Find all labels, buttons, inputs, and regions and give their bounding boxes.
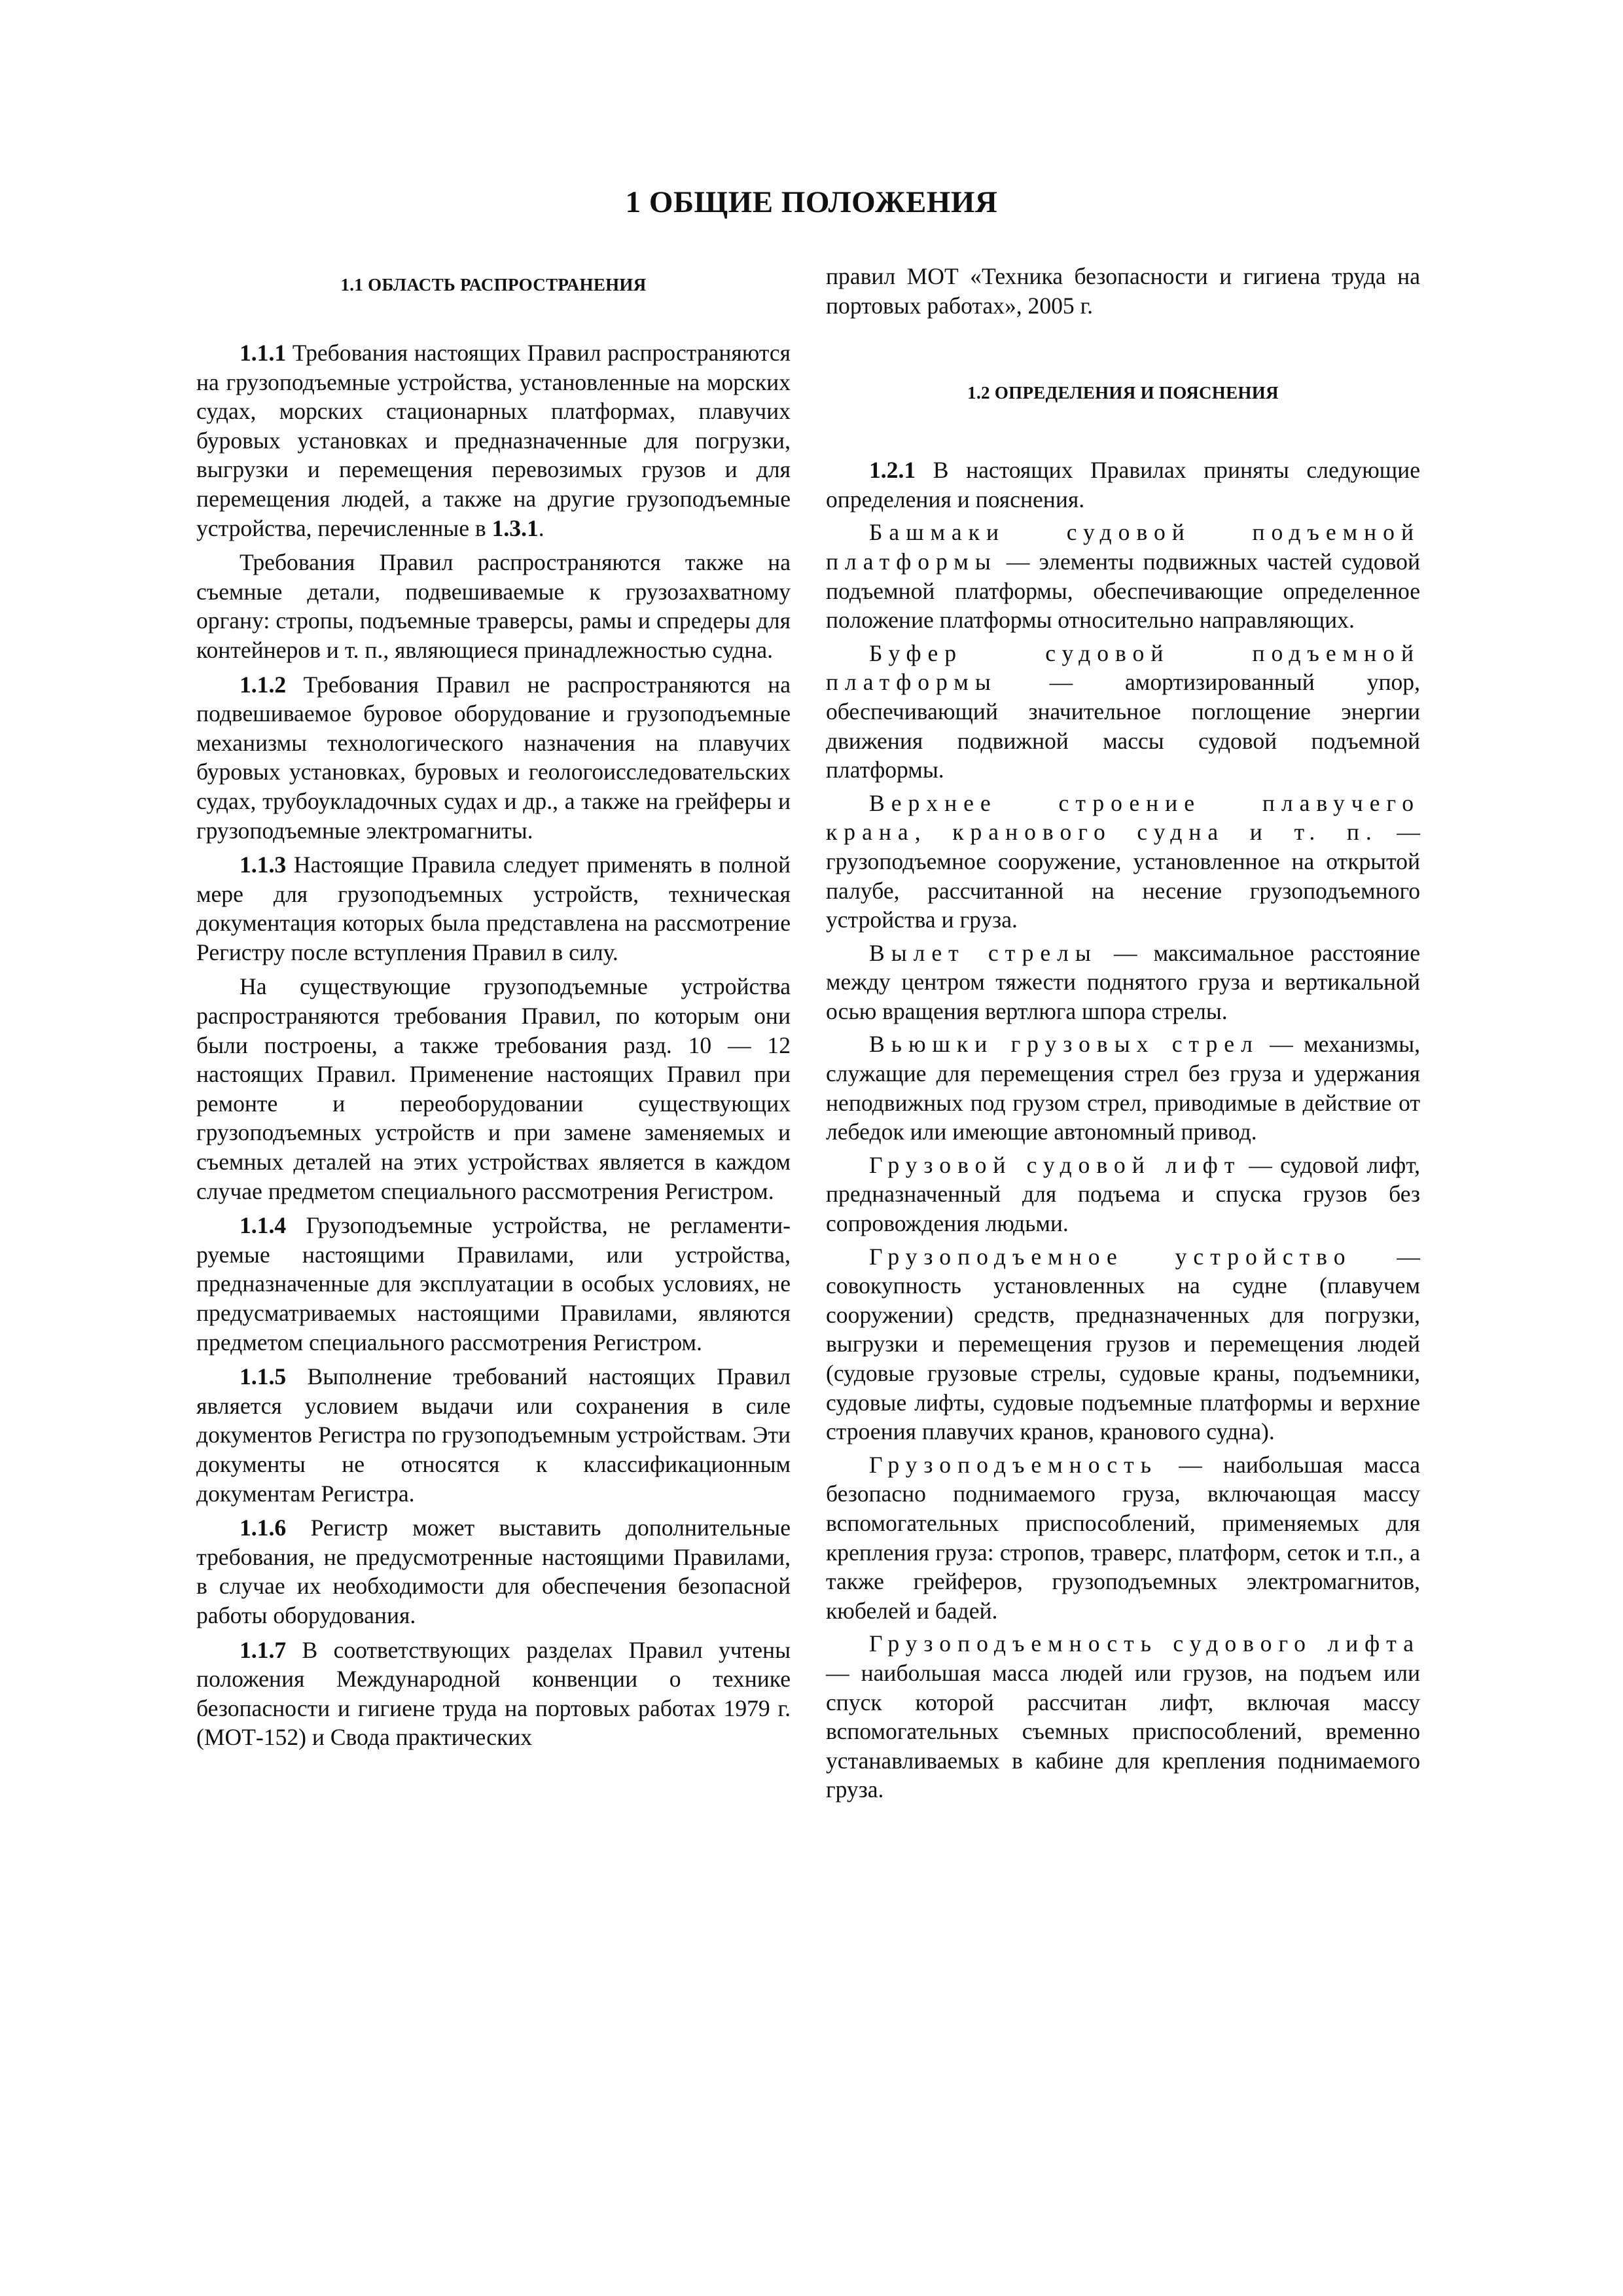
definition-item (826, 639, 1420, 785)
definition-term: Верхнее строение плавучего крана, кранового судна и т. п. (826, 789, 1420, 846)
clause-text: Регистр может выставить дополнительные требования, не предусмотренные настоящими Правилами, в случае их необходимости для обеспечения безопасной работы оборудования. (196, 1515, 791, 1628)
definition-term: Грузовой судовой лифт (869, 1151, 1241, 1178)
definition-term: Вылет стрелы (869, 939, 1097, 966)
clause-text: Грузоподъемные устройства, не регламентируемые настоящими Правилами, или устройства, предназначенные для эксплуатации в особых условиях, не предусматриваемых настоящими Правилами, являются предметом специального рассмотрения Регистром. (196, 1212, 791, 1355)
definition-text: — судовой лифт, предназначенный для подъема и спуска грузов без сопровождения людьми. (826, 1151, 1420, 1237)
clause-text: В настоящих Правилах приняты следующие определения и пояснения. (826, 457, 1420, 512)
clause-number: 1.1.2 (240, 671, 287, 698)
clause-paragraph: Требования Правил распространяются также на съемные детали, подвешиваемые к грузозахватному органу: стропы, подъемные траверсы, рамы и спредеры для контейнеров и т. п., являющиеся принадлежностью судна. (196, 549, 791, 663)
clause-text: В соответствующих разделах Правил учтены положения Международной конвенции о технике безопасности и гигиене труда на портовых работах 1979 г. (МОТ-152) и Свода практических (196, 1636, 791, 1751)
definition-text: — амортизированный упор, обеспечивающий значительное поглощение энергии движения подвижной массы судовой подъемной платформы. (826, 669, 1420, 783)
definition-text: — совокупность установленных на судне (плавучем сооружении) средств, предназначенных для погрузки, выгрузки и перемещения грузов и перемещения людей (судовые грузовые стрелы, судовые краны, подъемники, судовые лифты, судовые подъемные платформы и верхние строения плавучих кранов, кранового судна). (826, 1243, 1420, 1445)
definition-term: Грузоподъемность (869, 1451, 1158, 1478)
definition-term: Буфер судовой подъемной платформы (826, 639, 1420, 696)
clause-number: 1.1.7 (240, 1636, 287, 1663)
definition-term: Башмаки судовой подъемной платформы (826, 519, 1420, 575)
clause-number: 1.1.5 (240, 1363, 287, 1390)
definition-text: — элементы подвижных частей судовой подъемной платформы, обеспечивающие определенное положение платформы относительно направляющих. (826, 548, 1420, 634)
definition-item (826, 518, 1420, 634)
definition-text: — грузоподъемное сооружение, установленное на открытой палубе, рассчитанной на несение грузоподъемного устройства и груза. (826, 819, 1420, 933)
definition-text: — наибольшая масса людей или грузов, на подъем или спуск которой рассчитан лифт, включая массу вспомогательных съемных приспособлений, временно устанавливаемых в кабине для крепления поднимаемого груза. (826, 1659, 1420, 1803)
clause-tail: . (538, 514, 544, 541)
clause-number: 1.1.1 (240, 340, 287, 366)
clause-paragraph: На существующие грузоподъемные устройства распространяются требования Правил, по которым они были построены, а также требования разд. 10 — 12 настоящих Правил. Применение настоящих Правил при ремонте и переоборудовании существующих грузоподъемных устройств и при замене заменяемых и съемных деталей на этих устройствах является в каждом случае предметом специального рассмотрения Регистром. (196, 973, 791, 1204)
page-title: 1 ОБЩИЕ ПОЛОЖЕНИЯ (625, 185, 998, 219)
clause-text: Настоящие Правила следует применять в полной мере для грузоподъемных устройств, техническая документация которых была представлена на рассмотрение Регистру после вступления Правил в силу. (196, 852, 791, 965)
clause-1-1-4 (196, 1211, 791, 1357)
clause-1-1-3 (196, 850, 791, 967)
clause-text: Требования Правил не распространяются на подвешиваемое буровое оборудование и грузоподъемные механизмы технологического назначения на плавучих буровых установках, буровых и геологоисследовательских судах, трубоукладочных судах и др., а также на грейферы и грузоподъемные электромагниты. (196, 671, 791, 844)
section-heading-1-2: 1.2 ОПРЕДЕЛЕНИЯ И ПОЯСНЕНИЯ (967, 383, 1279, 403)
definition-item (826, 1450, 1420, 1626)
definition-item (826, 1151, 1420, 1238)
definition-text: — максимальное расстояние между центром тяжести поднятого груза и вертикальной осью вращения вертлюга шпора стрелы. (826, 939, 1420, 1024)
definition-text: — механизмы, служащие для перемещения стрел без груза и удержания неподвижных под грузом стрел, приводимые в действие от лебедок или имеющие автономный привод. (826, 1031, 1420, 1145)
definition-item (826, 939, 1420, 1026)
left-column (196, 262, 791, 1752)
clause-text: Требования настоящих Правил распространяются на грузоподъемные устройства, установленные на морских судах, морских стационарных платформах, плавучих буровых установках и предназначенные для погрузки, выгрузки и перемещения перевозимых грузов и для перемещения людей, а также на другие грузоподъемные устройства, перечисленные в (196, 340, 791, 541)
definition-text: — наибольшая масса безопасно поднимаемого груза, включающая массу вспомогательных приспособлений, применяемых для крепления груза: стропов, траверс, платформ, сеток и т.п., а также грейферов, грузоподъемных электромагнитов, кюбелей и бадей. (826, 1451, 1420, 1624)
clause-1-1-7 (196, 1636, 791, 1752)
definition-term: Грузоподъемность судового лифта (869, 1630, 1420, 1657)
clause-number: 1.1.4 (240, 1212, 287, 1239)
clause-number: 1.2.1 (869, 457, 916, 484)
cross-reference: 1.3.1 (491, 514, 539, 541)
right-column (826, 262, 1420, 1804)
continued-text: правил МОТ «Техника безопасности и гигиена труда на портовых работах», 2005 г. (826, 263, 1420, 319)
clause-1-2-1 (826, 456, 1420, 514)
clause-1-1-5 (196, 1362, 791, 1508)
clause-1-1-6 (196, 1513, 791, 1630)
definition-term: Вьюшки грузовых стрел (869, 1031, 1259, 1058)
definition-term: Грузоподъемное устройство (869, 1243, 1352, 1270)
clause-text: Выполнение требований настоящих Правил является условием выдачи или сохранения в силе документов Регистра по грузоподъемным устройствам. Эти документы не относятся к классификационным документам Регистра. (196, 1363, 791, 1507)
clause-1-1-2 (196, 670, 791, 846)
clause-number: 1.1.6 (240, 1515, 287, 1541)
definition-item (826, 1629, 1420, 1804)
section-heading-1-1: 1.1 ОБЛАСТЬ РАСПРОСТРАНЕНИЯ (340, 275, 647, 295)
definition-item (826, 789, 1420, 935)
definition-item (826, 1242, 1420, 1446)
definition-item (826, 1030, 1420, 1146)
clause-1-1-1 (196, 338, 791, 543)
clause-number: 1.1.3 (240, 852, 287, 878)
